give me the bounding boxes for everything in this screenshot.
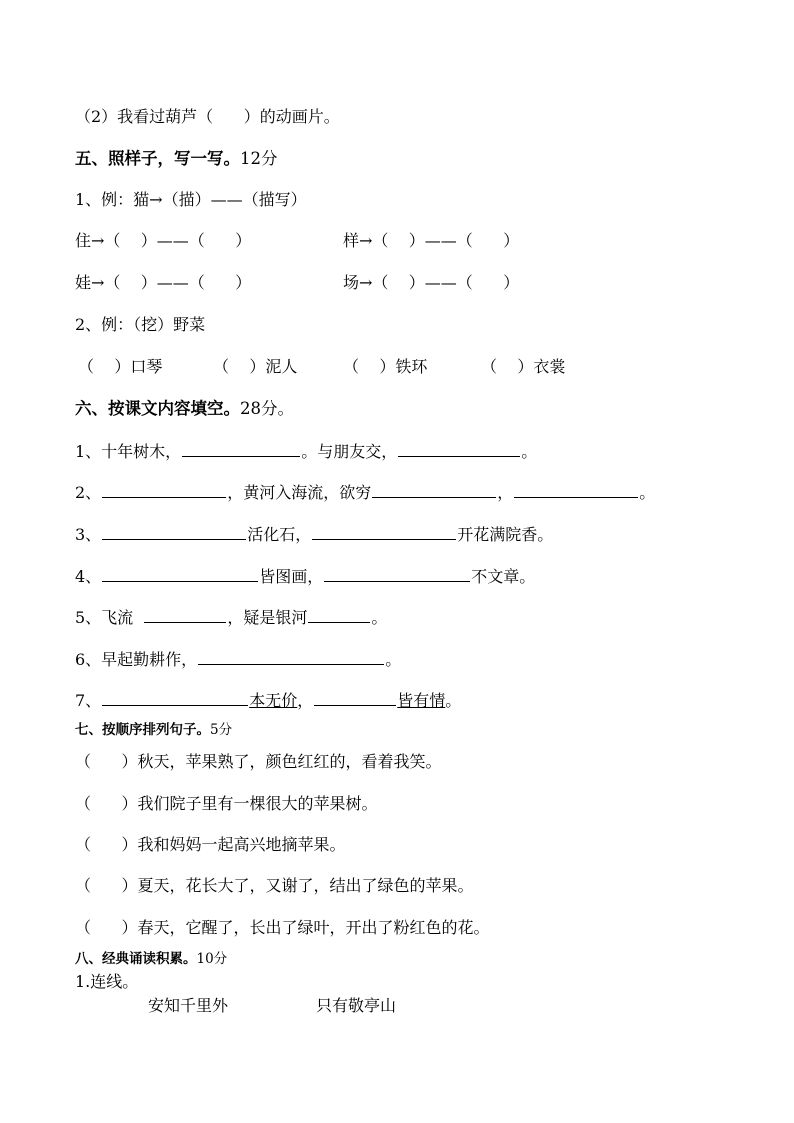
order-item-2: （ ）我们院子里有一棵很大的苹果树。 (75, 794, 378, 813)
match-left-phrase[interactable]: 安知千里外 (148, 996, 229, 1015)
answer-blank[interactable] (372, 481, 496, 498)
verb-item-2: （ ）泥人 (213, 357, 298, 376)
section-score: 5分 (210, 722, 233, 738)
section-score: 12分 (240, 149, 278, 168)
answer-blank[interactable] (308, 606, 370, 623)
verb-item-4: （ ）衣裳 (481, 357, 566, 376)
example-line: 1、例：猫→（描）——（描写） (75, 190, 307, 209)
answer-blank[interactable] (102, 565, 258, 582)
answer-blank[interactable] (514, 481, 638, 498)
answer-blank[interactable] (102, 523, 246, 540)
example-line-2: 2、例：（挖）野菜 (75, 315, 206, 334)
fill-item-4: 4、 皆图画， 不文章。 (75, 567, 536, 586)
section-title: 五、照样子，写一写。 (75, 149, 240, 168)
answer-blank[interactable] (398, 440, 520, 457)
section-score: 28分。 (240, 399, 294, 418)
section-title: 六、按课文内容填空。 (75, 399, 240, 418)
order-item-5: （ ）春天，它醒了，长出了绿叶，开出了粉红色的花。 (75, 918, 490, 937)
section-title: 七、按顺序排列句子。 (75, 722, 210, 738)
answer-blank[interactable] (182, 440, 300, 457)
match-right-phrase[interactable]: 只有敬亭山 (316, 996, 397, 1015)
answer-blank[interactable] (198, 648, 384, 665)
section-heading-8 (75, 948, 227, 970)
order-item-1: （ ）秋天，苹果熟了，颜色红红的，看着我笑。 (75, 752, 442, 771)
word-row-1-right: 样→（ ）——（ ） (343, 231, 520, 250)
fill-item-6: 6、早起勤耕作， 。 (75, 650, 402, 669)
word-row-2-right: 场→（ ）——（ ） (343, 273, 520, 292)
fill-item-3: 3、 活化石， 开花满院香。 (75, 525, 554, 544)
order-item-4: （ ）夏天，花长大了，又谢了，结出了绿色的苹果。 (75, 876, 474, 895)
verb-item-3: （ ）铁环 (343, 357, 428, 376)
word-row-1-left: 住→（ ）——（ ） (75, 231, 252, 250)
fill-item-5: 5、飞流 ，疑是银河 。 (75, 608, 388, 627)
answer-blank[interactable] (144, 606, 226, 623)
section-heading-7 (75, 719, 232, 741)
section-title: 八、经典诵读积累。 (75, 951, 197, 967)
fill-item-7: 7、 本无价， 皆有情。 (75, 691, 462, 710)
answer-blank[interactable] (314, 689, 396, 706)
word-row-2-left: 娃→（ ）——（ ） (75, 273, 252, 292)
fill-item-2: 2、 ，黄河入海流，欲穷 ， 。 (75, 483, 656, 502)
answer-blank[interactable] (312, 523, 456, 540)
question-fill-item: （2）我看过葫芦（ ）的动画片。 (75, 107, 340, 126)
order-item-3: （ ）我和妈妈一起高兴地摘苹果。 (75, 835, 346, 854)
subquestion-label: 1.连线。 (75, 972, 139, 991)
answer-blank[interactable] (102, 481, 226, 498)
section-heading-5 (75, 148, 278, 170)
answer-blank[interactable] (324, 565, 470, 582)
verb-item-1: （ ）口琴 (78, 357, 163, 376)
answer-blank[interactable] (102, 689, 248, 706)
section-heading-6 (75, 398, 294, 420)
section-score: 10分 (196, 951, 228, 967)
fill-item-1: 1、十年树木， 。与朋友交， 。 (75, 442, 538, 461)
